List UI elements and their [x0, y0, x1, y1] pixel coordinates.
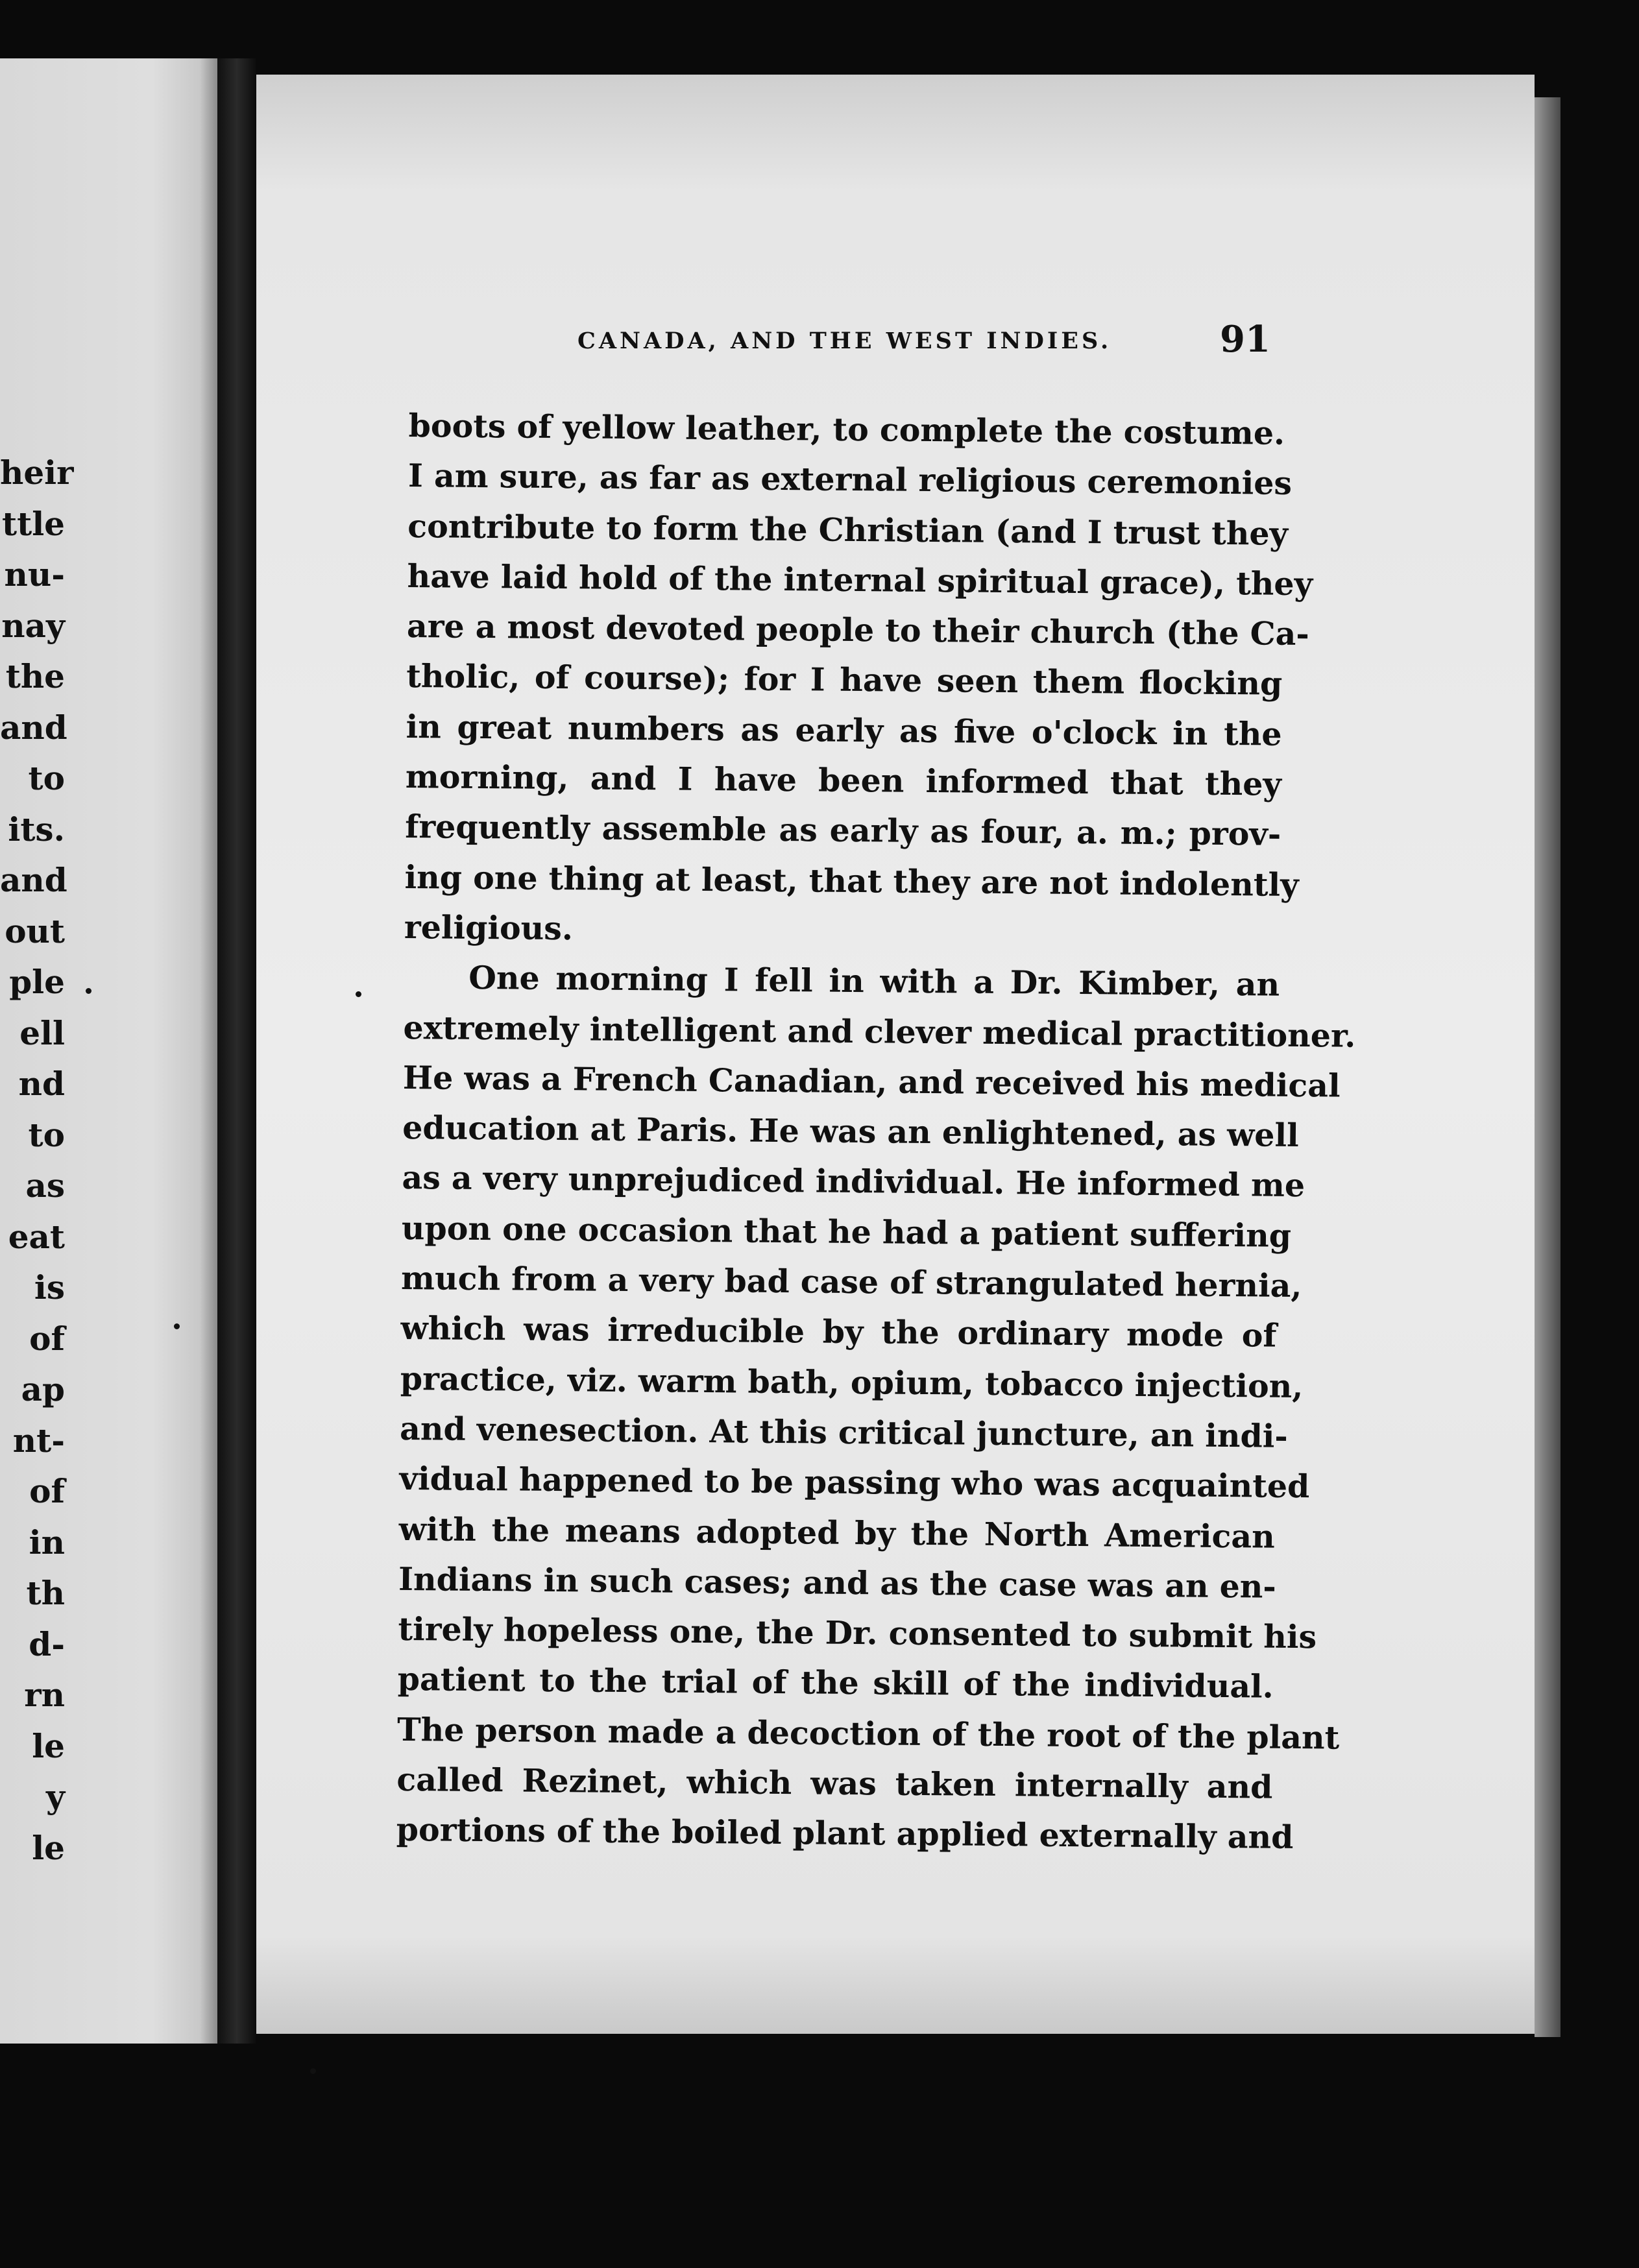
- page-edge-shadow: [1535, 97, 1560, 2037]
- text-line: morning, and I have been informed that they: [405, 758, 1282, 803]
- fragment-line: ttle: [2, 504, 65, 543]
- fragment-line: nay: [1, 606, 65, 645]
- text-line: tholic, of course); for I have seen them flocking: [406, 657, 1283, 703]
- fragment-line: in: [29, 1523, 65, 1562]
- text-line: frequently assemble as early as four, a. m.; prov-: [405, 808, 1281, 854]
- text-line: which was irreducible by the ordinary mode of: [400, 1309, 1277, 1355]
- text-line: tirely hopeless one, the Dr. consented to submit his: [398, 1610, 1317, 1656]
- fragment-line: nt-: [12, 1421, 65, 1460]
- text-line: portions of the boiled plant applied externally and: [396, 1811, 1294, 1857]
- text-line: in great numbers as early as five o'clock in the: [406, 707, 1282, 753]
- fragment-line: of: [29, 1319, 65, 1358]
- text-line: contribute to form the Christian (and I trust they: [407, 507, 1289, 553]
- text-line: are a most devoted people to their church (the Ca-: [406, 607, 1310, 653]
- text-line: have laid hold of the internal spiritual grace), they: [407, 557, 1313, 603]
- text-line: much from a very bad case of strangulated hernia,: [400, 1259, 1302, 1305]
- fragment-line: th: [26, 1574, 65, 1612]
- text-line: as a very unprejudiced individual. He informed me: [402, 1159, 1305, 1205]
- fragment-line: rn: [24, 1676, 65, 1714]
- text-line: patient to the trial of the skill of the individual.: [397, 1660, 1274, 1706]
- text-line: with the means adopted by the North American: [398, 1510, 1276, 1556]
- fragment-line: ple: [9, 963, 65, 1001]
- ink-speck: [174, 1323, 180, 1329]
- fragment-line: y: [45, 1778, 65, 1816]
- ink-speck: [86, 988, 91, 994]
- paragraph: [404, 401, 1313, 960]
- body-text: [396, 401, 1356, 1863]
- text-line: upon one occasion that he had a patient suffering: [401, 1209, 1292, 1255]
- text-line: I am sure, as far as external religious ceremonies: [407, 457, 1293, 503]
- text-line: One morning I fell in with a Dr. Kimber, an: [468, 959, 1280, 1004]
- fragment-line: and: [0, 861, 67, 899]
- text-line: The person made a decoction of the root of the plant: [396, 1710, 1340, 1757]
- previous-page: [0, 58, 217, 2044]
- fragment-line: eat: [8, 1217, 65, 1256]
- fragment-line: heir: [0, 453, 74, 492]
- fragment-line: to: [28, 1115, 65, 1154]
- text-line: boots of yellow leather, to complete the costume.: [408, 406, 1285, 452]
- book-gutter: [217, 58, 256, 2044]
- text-line: He was a French Canadian, and received his medical: [402, 1058, 1341, 1105]
- fragment-line: its.: [8, 810, 65, 849]
- fragment-line: of: [29, 1472, 65, 1510]
- fragment-line: to: [28, 759, 65, 797]
- fragment-line: ell: [19, 1013, 65, 1052]
- fragment-line: is: [34, 1268, 65, 1307]
- text-line: religious.: [404, 908, 574, 948]
- fragment-line: le: [32, 1828, 65, 1867]
- fragment-line: d-: [29, 1624, 65, 1663]
- text-line: ing one thing at least, that they are not indolently: [404, 858, 1299, 904]
- paragraph: [396, 952, 1356, 1863]
- fragment-line: le: [32, 1726, 65, 1765]
- text-line: practice, viz. warm bath, opium, tobacco injection,: [400, 1359, 1304, 1405]
- text-line: Indians in such cases; and as the case was an en-: [398, 1560, 1277, 1606]
- text-line: education at Paris. He was an enlightened, as well: [402, 1109, 1299, 1155]
- ink-speck: [310, 2068, 316, 2074]
- fragment-line: nd: [18, 1065, 65, 1103]
- fragment-line: and: [0, 708, 67, 747]
- text-line: vidual happened to be passing who was acquainted: [399, 1460, 1310, 1506]
- fragment-line: ap: [21, 1370, 65, 1408]
- ink-speck: [356, 991, 361, 997]
- fragment-line: out: [5, 911, 65, 950]
- page-number: 91: [1220, 318, 1270, 361]
- fragment-line: as: [25, 1166, 65, 1205]
- text-line: called Rezinet, which was taken internally and: [396, 1760, 1273, 1806]
- text-line: extremely intelligent and clever medical practitioner.: [403, 1008, 1356, 1055]
- previous-page-text: [0, 448, 74, 1874]
- running-head: CANADA, AND THE WEST INDIES.: [577, 328, 1112, 354]
- text-line: and venesection. At this critical juncture, an indi-: [399, 1409, 1289, 1455]
- fragment-line: nu-: [4, 555, 65, 594]
- fragment-line: the: [5, 657, 65, 695]
